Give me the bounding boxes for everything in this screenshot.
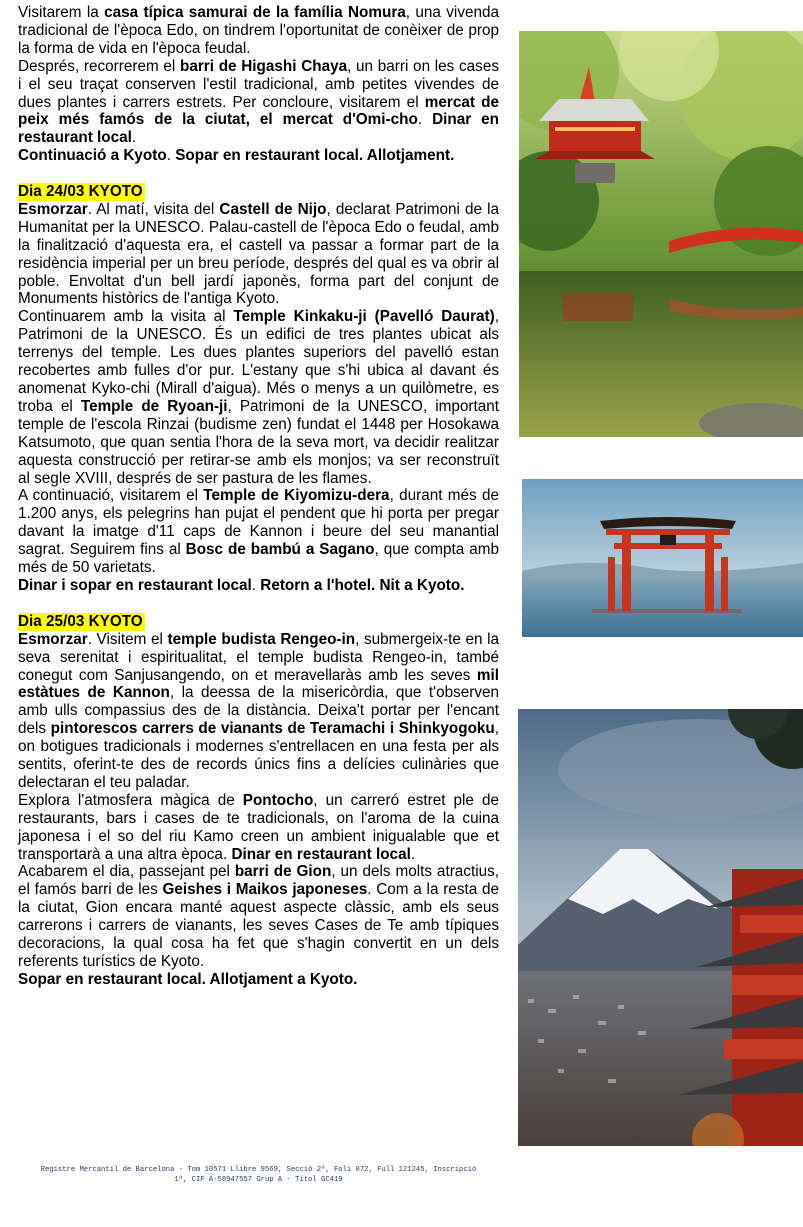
bold-text: Dinar en restaurant local <box>18 111 500 147</box>
day-heading-label: Dia 24/03 KYOTO <box>18 183 143 201</box>
text-run: . Com a la resta de la ciutat, Gion encara manté aquest aspecte clàssic, amb els seus carrerons i carrers de vianants, les seves Cases de Te amb típiques decoracions, la qual cosa ha fet que s'hagin convertit en un dels referents turístics de Kyoto. <box>18 881 499 970</box>
text-run: . <box>166 147 176 165</box>
text-run: , un dels molts atractius, el famós barri de les <box>18 863 499 899</box>
bold-text: mercat de peix més famós de la ciutat, el mercat d'Omi-cho <box>18 93 499 129</box>
footer-line: 1ª, CIF A-58947557 Grup A - Títol GC419 <box>174 1175 343 1184</box>
bold-text: Bosc de bambú a Sagano <box>185 541 375 559</box>
bold-text: Esmorzar <box>18 200 88 218</box>
text-run: Visitarem la <box>18 4 105 21</box>
paragraph <box>18 792 499 864</box>
text-run: . Visitem el <box>87 630 168 648</box>
text-run: . Al matí, visita del <box>87 200 220 218</box>
text-run: Acabarem el dia, passejant pel <box>18 863 235 881</box>
paragraph <box>18 487 499 577</box>
text-run: Continuarem amb la visita al <box>18 308 234 326</box>
text-run: . <box>251 576 261 594</box>
paragraph <box>18 308 499 487</box>
text-run: , submergeix-te en la seva serenitat i espiritualitat, el temple budista Rengeo-in, també conegut com Sanjusangendo, on et meravellaràs amb les seves <box>18 630 499 684</box>
text-run: , un carreró estret ple de restaurants, bars i cases de te tradicionals, on l'aroma de la cuina japonesa i el so del riu Kamo creen un ambient inigualable que et transportarà a una altra època. <box>18 791 499 863</box>
text-run: , la deessa de la misericòrdia, que t'observen amb ulls compassius des de la distància. Deixa't portar per l'encant dels <box>18 684 499 738</box>
footer-line: Registre Mercantil de Barcelona - Tom 10571 Llibre 9569, Secció 2ª, Foli 072, Full 121245, Inscripció <box>40 1166 477 1174</box>
itinerary-text <box>18 4 499 989</box>
torii-gate-photo <box>522 479 803 637</box>
bold-text: barri de Higashi Chaya <box>180 57 348 75</box>
bold-text: Retorn a l'hotel. Nit a Kyoto. <box>260 576 465 594</box>
bold-text: barri de Gion <box>234 863 332 881</box>
text-run: . <box>410 845 416 863</box>
text-run: , declarat Patrimoni de la Humanitat per la UNESCO. Palau-castell de l'època Edo o feudal, amb la finalització d'aquesta era, el castell va passar a formar part de la residència imperial per un breu període, després del qual es va obrir al poble. Envoltat d'un bell jardí japonès, forma part del conjunt de Monuments històrics de l'antiga Kyoto. <box>18 200 500 308</box>
text-run: , una vivenda tradicional de l'època Edo, on tindrem l'oportunitat de conèixer de prop la forma de vida en l'època feudal. <box>18 4 499 57</box>
paragraph <box>18 58 499 148</box>
bold-text: Temple Kinkaku-ji (Pavelló Daurat) <box>233 308 495 326</box>
bold-text: pintorescos carrers de vianants de Teramachi i Shinkyogoku <box>50 720 495 738</box>
paragraph <box>18 201 499 308</box>
day-heading-label: Dia 25/03 KYOTO <box>18 612 143 630</box>
paragraph <box>18 4 499 58</box>
bold-text: Sopar en restaurant local. Allotjament a Kyoto. <box>18 970 358 988</box>
bold-text: Dinar i sopar en restaurant local <box>18 576 252 594</box>
bold-text: Temple de Ryoan-ji <box>80 397 228 415</box>
day-heading-24-03 <box>18 183 499 201</box>
text-run: , un barri on les cases i el seu traçat conserven l'estil tradicional, amb petites vivendes de dues plantes i carrers estrets. Per concloure, visitarem el <box>18 57 499 111</box>
text-run: Després, recorrerem el <box>18 57 180 75</box>
bold-text: temple budista Rengeo-in <box>167 630 356 648</box>
bold-text: Pontocho <box>242 791 314 809</box>
paragraph <box>18 863 499 970</box>
bold-text: Esmorzar <box>18 630 88 648</box>
text-run: . <box>131 129 137 147</box>
paragraph <box>18 577 499 595</box>
paragraph <box>18 971 499 989</box>
bold-text: Castell de Nijo <box>219 200 327 218</box>
bold-text: Dinar en restaurant local <box>231 845 411 863</box>
text-run: , que compta amb més de 50 varietats. <box>18 541 499 577</box>
text-run: , Patrimoni de la UNESCO, important temple de l'escola Rinzai (budisme zen) fundat el 1448 per Hosokawa Katsumoto, que quan sentia l'hora de la seva mort, va decidir realitzar aquesta construcció per retirar-se amb els monjos; va ser reconstruït al segle XVIII, després de ser pastura de les flames. <box>18 397 499 487</box>
bold-text: Temple de Kiyomizu-dera <box>203 487 390 505</box>
text-run: , on botigues tradicionals i modernes s'entrellacen en una festa per als sentits, oferint-te des de records únics fins a delícies culinàries que delectaran el teu paladar. <box>18 720 500 791</box>
legal-footer <box>18 1166 499 1185</box>
text-run: Explora l'atmosfera màgica de <box>18 791 243 809</box>
bold-text: casa típica samurai de la família Nomura <box>104 4 406 21</box>
paragraph <box>18 147 499 165</box>
mount-fuji-pagoda-photo <box>518 709 803 1146</box>
temple-pond-photo <box>519 31 803 437</box>
bold-text: Geishes i Maikos japoneses <box>162 881 368 899</box>
text-run: , Patrimoni de la UNESCO. És un edifici de tres plantes ubicat als terrenys del temple. Les dues plantes superiors del pavelló estan recobertes amb fulles d'or pur. L'estany que s'hi ubica al davant és anomenat Kyko-chi (Mirall d'aigua). Més o menys a un quilòmetre, es troba el <box>18 308 500 415</box>
bold-text: Sopar en restaurant local. Allotjament. <box>175 147 455 165</box>
text-run: , durant més de 1.200 anys, els pelegrins han pujat el pendent que hi porta per pregar davant la imatge d'11 caps de Kannon i beure del seu manantial sagrat. Seguirem fins al <box>18 487 499 559</box>
paragraph <box>18 631 499 792</box>
bold-text: mil estàtues de Kannon <box>18 666 499 702</box>
text-run: A continuació, visitarem el <box>18 487 204 505</box>
day-heading-25-03 <box>18 613 499 631</box>
text-run: . <box>417 111 433 129</box>
bold-text: Continuació a Kyoto <box>18 147 167 165</box>
